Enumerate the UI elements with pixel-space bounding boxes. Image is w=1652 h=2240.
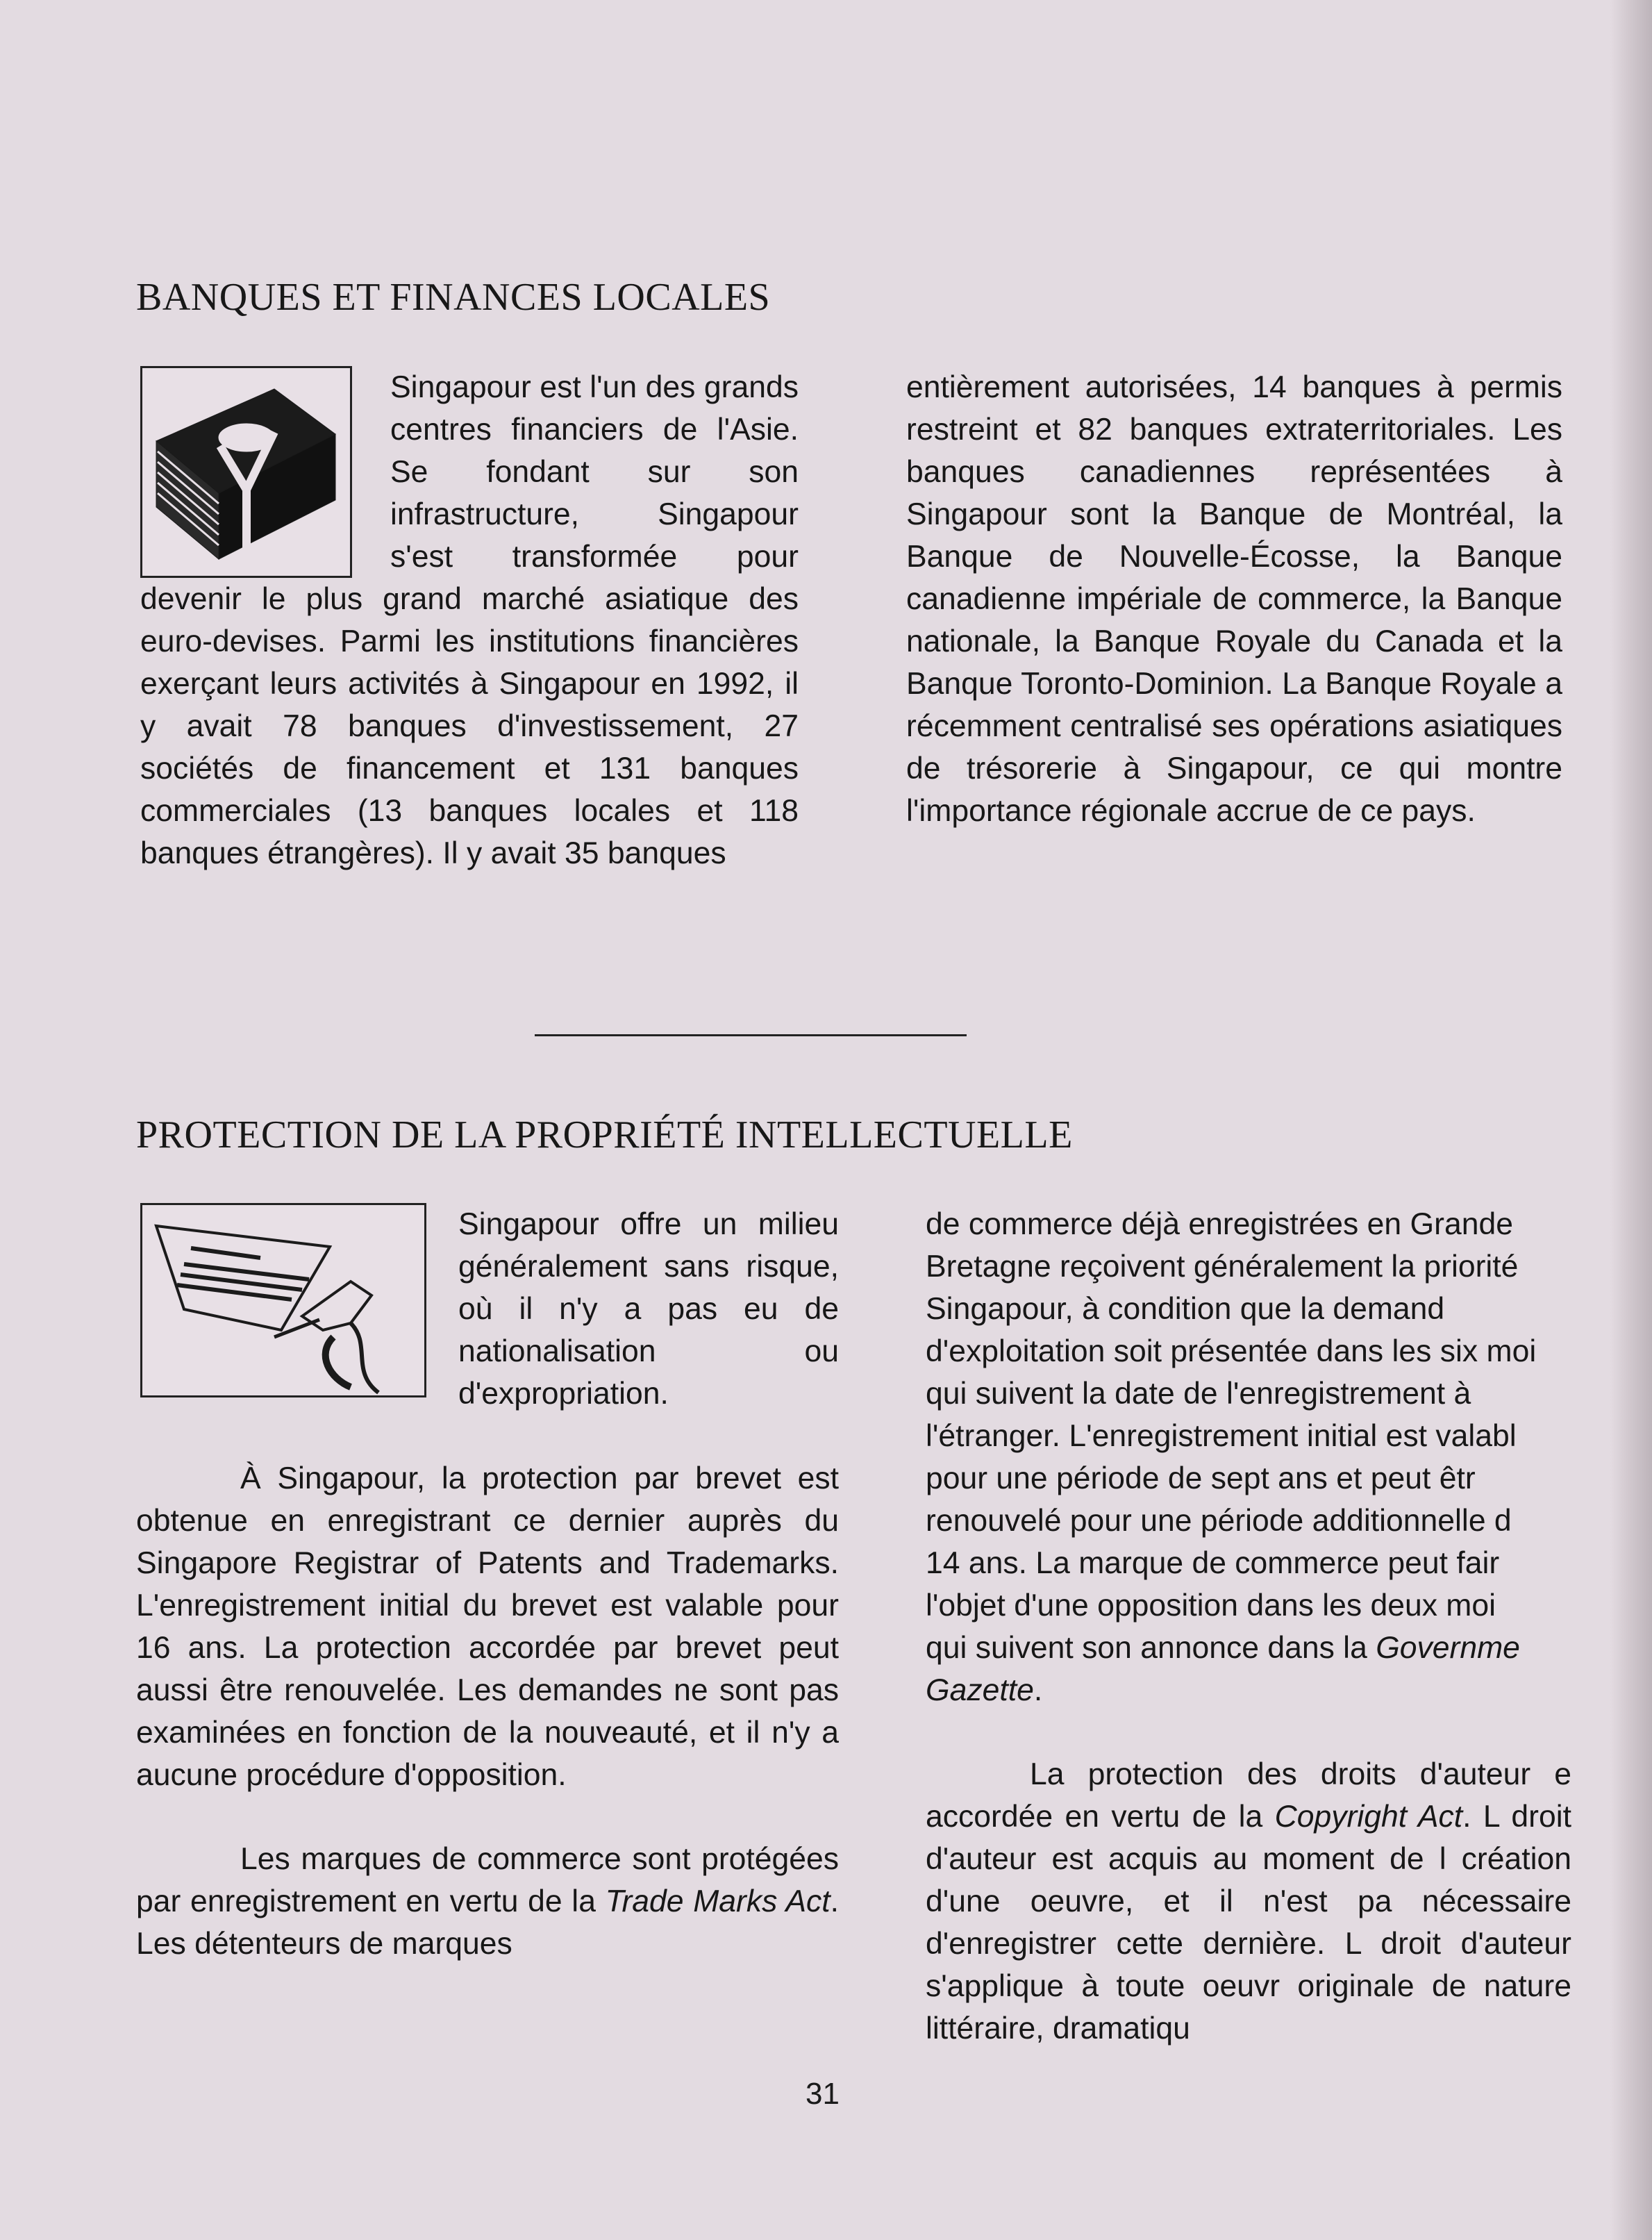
ip-right-paragraph-2: La protection des droits d'auteur e accordée en vertu de la Copyright Act. L droit d'auteur est acquis au moment de l création d'une oeuvre, et il n'est pa nécessaire d'enregistrer cette dernière. L droit d'auteur s'applique à toute oeuvr originale de nature littéraire, dramatiqu (926, 1757, 1571, 2046)
banking-right-column (906, 366, 1562, 832)
government-gazette-title-part-1: Governme (1376, 1631, 1520, 1665)
page-number: 31 (806, 2077, 840, 2111)
ip-right-line: renouvelé pour une période additionnelle d (926, 1504, 1512, 1538)
ip-right-line: qui suivent la date de l'enregistrement à (926, 1377, 1471, 1411)
banking-right-text: entièrement autorisées, 14 banques à permis restreint et 82 banques extraterritoriales. Les banques canadiennes représentées à Singapour sont la Banque de Montréal, la Banque de Nouvelle-Écosse, la Banque canadienne impériale de commerce, la Banque nationale, la Banque Royale du Canada et la Banque Toronto-Dominion. La Banque Royale a récemment centralisé ses opérations asiatiques de trésorerie à Singapour, ce qui montre l'importance régionale accrue de ce pays. (906, 370, 1562, 828)
ip-left-paragraph-3: Les marques de commerce sont protégées par enregistrement en vertu de la Trade Marks Act. Les détenteurs de marques (136, 1842, 839, 1961)
ip-left-column (136, 1203, 839, 1965)
ip-right-line: Singapour, à condition que la demand (926, 1292, 1445, 1326)
ip-right-line: de commerce déjà enregistrées en Grande (926, 1207, 1513, 1241)
government-gazette-title-part-2: Gazette (926, 1673, 1034, 1707)
ip-left-paragraph-1: Singapour offre un milieu généralement sans risque, où il n'y a pas eu de nationalisation ou d'expropriation. (458, 1207, 839, 1411)
page-edge-shadow (1610, 0, 1652, 2240)
ip-right-line: d'exploitation soit présentée dans les six moi (926, 1334, 1537, 1368)
trade-marks-act-title: Trade Marks Act (605, 1884, 831, 1918)
ip-right-line: l'étranger. L'enregistrement initial est valabl (926, 1419, 1517, 1453)
section-heading-ip: PROTECTION DE LA PROPRIÉTÉ INTELLECTUELLE (136, 1113, 1073, 1156)
ip-right-paragraph-1 (926, 1203, 1585, 1711)
ip-right-line: qui suivent son annonce dans la Governme (926, 1631, 1520, 1665)
banking-left-text: Singapour est l'un des grands centres financiers de l'Asie. Se fondant sur son infrastructure, Singapour s'est transformée pour devenir le plus grand marché asiatique des euro-devises. Parmi les institutions financières exerçant leurs activités à Singapour en 1992, il y avait 78 banques d'investissement, 27 sociétés de financement et 131 banques commerciales (13 banques locales et 118 banques étrangères). Il y avait 35 banques (140, 370, 799, 870)
ip-left-paragraph-2: À Singapour, la protection par brevet est obtenue en enregistrant ce dernier auprès du Singapore Registrar of Patents and Trademarks. L'enregistrement initial du brevet est valable pour 16 ans. La protection accordée par brevet peut aussi être renouvelée. Les demandes ne sont pas examinées en fonction de la nouveauté, et il n'y a aucune procédure d'opposition. (136, 1461, 839, 1792)
ip-right-line: pour une période de sept ans et peut êtr (926, 1461, 1476, 1495)
ip-right-line: 14 ans. La marque de commerce peut fair (926, 1546, 1500, 1580)
section-divider (535, 1034, 967, 1036)
copyright-act-title: Copyright Act (1274, 1800, 1463, 1834)
banking-left-column (140, 366, 799, 874)
ip-right-column (926, 1203, 1585, 2050)
ip-right-line: l'objet d'une opposition dans les deux moi (926, 1588, 1496, 1623)
ip-right-line: Gazette. (926, 1673, 1043, 1707)
section-heading-banking: BANQUES ET FINANCES LOCALES (136, 276, 771, 319)
ip-right-line: Bretagne reçoivent généralement la priorité (926, 1250, 1519, 1284)
